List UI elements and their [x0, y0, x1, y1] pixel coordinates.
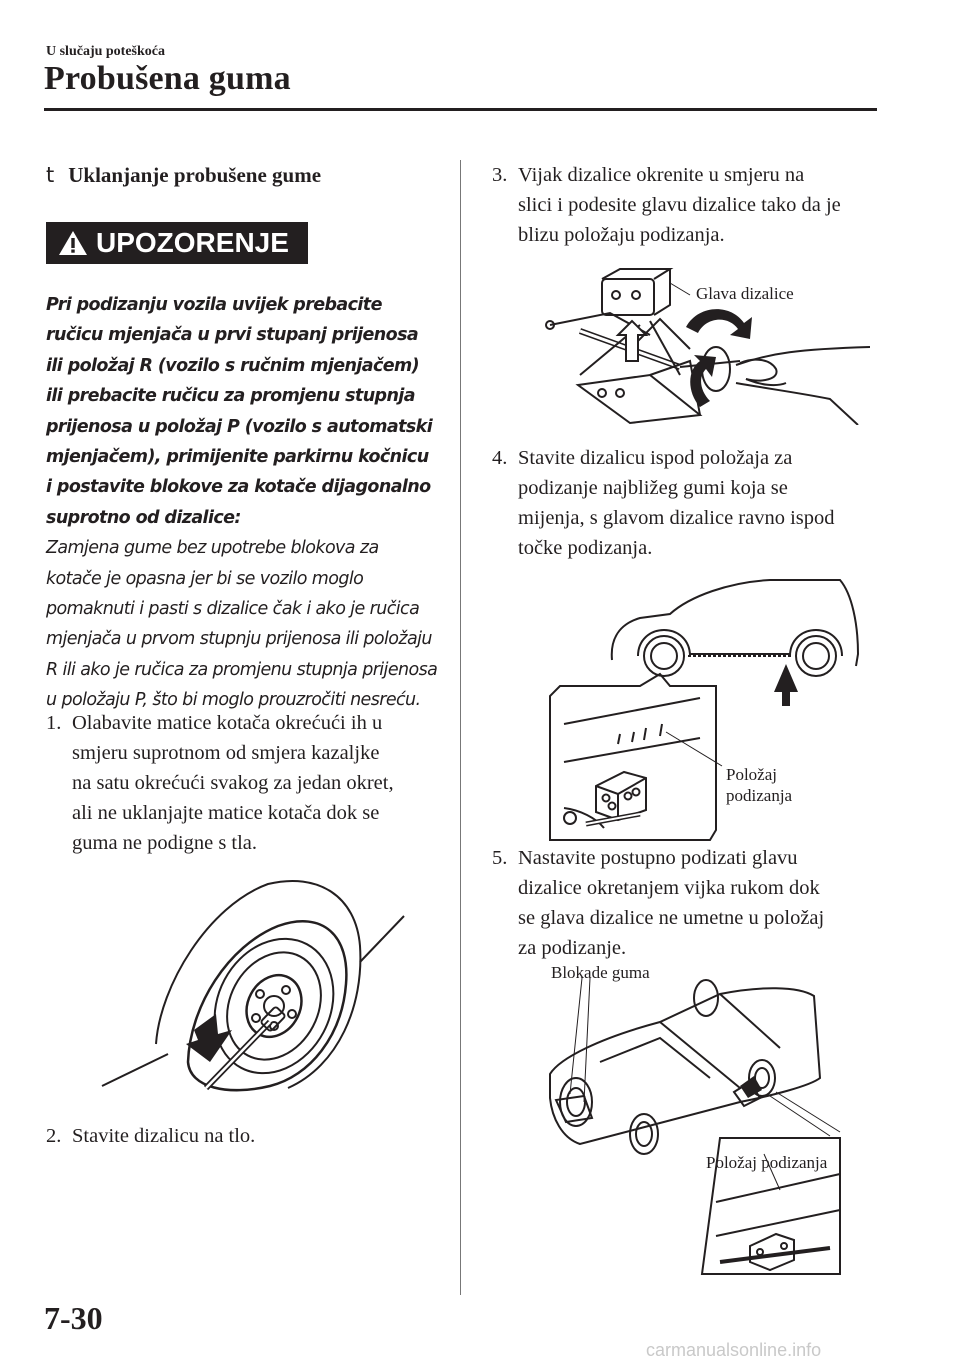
section-title: [46, 163, 321, 188]
step-line: mijenja, s glavom dizalice ravno ispod: [518, 507, 835, 529]
step-2: [46, 1121, 446, 1153]
step-number: 3.: [492, 164, 508, 186]
step-line: guma ne podigne s tla.: [72, 832, 258, 854]
warning-label-text: UPOZORENJE: [96, 227, 289, 258]
step-number: 1.: [46, 712, 62, 734]
warning-triangle-icon: [58, 229, 88, 257]
step-line: ali ne uklanjajte matice kotača dok se: [72, 802, 380, 824]
page-number: 7-30: [44, 1300, 103, 1336]
step-4: [492, 443, 892, 565]
step-1: [46, 708, 446, 858]
step-line: se glava dizalice ne umetne u položaj: [518, 907, 825, 929]
step-line: Olabavite matice kotača okrećući ih u: [72, 712, 383, 734]
page-title: Probušena guma: [44, 60, 291, 97]
warning-label: [46, 222, 308, 264]
lift-point-label-full: Položaj podizanja: [706, 1153, 828, 1172]
section-bullet-icon: t: [46, 163, 55, 187]
lift-point-label-line: Položaj: [726, 765, 777, 784]
step-number: 2.: [46, 1125, 62, 1147]
warning-bold-text: Pri podizanju vozila uvijek prebacite ručicu mjenjača u prvi stupanj prijenosa ili položaj R (vozilo s ručnim mjenjačem) ili prebacite ručicu za promjenu stupnja prijenosa u položaj P (vozilo s automatski mjenjačem), primijenite parkirnu kočnicu i postavite blokove za kotače dijagonalno suprotno od dizalice:: [46, 295, 433, 528]
warning-text: [46, 290, 438, 716]
watermark: carmanualsonline.info: [646, 1340, 822, 1360]
step-line: blizu položaju podizanja.: [518, 224, 725, 246]
step-line: smjeru suprotnom od smjera kazaljke: [72, 742, 380, 764]
step-line: Stavite dizalicu na tlo.: [72, 1125, 256, 1147]
step-line: slici i podesite glavu dizalice tako da je: [518, 194, 841, 216]
step-line: dizalice okretanjem vijka rukom dok: [518, 877, 820, 899]
step-line: Vijak dizalice okrenite u smjeru na: [518, 164, 805, 186]
step-line: na satu okrećući svakog za jedan okret,: [72, 772, 394, 794]
section-title-text: Uklanjanje probušene gume: [68, 163, 322, 187]
step-text: [72, 708, 394, 858]
lift-point-label: [726, 764, 792, 806]
step-text: [72, 1121, 255, 1151]
lift-point-label-line: podizanja: [726, 786, 793, 805]
wheel-blocks-figure: [540, 978, 870, 1278]
warning-normal-text: Zamjena gume bez upotrebe blokova za kotače je opasna jer bi se vozilo moglo pomaknuti i pasti s dizalice čak i ako je ručica mjenjača u prvom stupnju prijenosa ili položaju R ili ako je ručica za promjenu stupnja prijenosa u položaju P, što bi moglo prouzročiti nesreću.: [46, 538, 438, 711]
step-text: [518, 160, 841, 250]
wheel-blocks-label: Blokade guma: [551, 963, 650, 982]
step-line: Stavite dizalicu ispod položaja za: [518, 447, 793, 469]
step-number: 5.: [492, 847, 508, 869]
section-header: U slučaju poteškoća: [46, 44, 166, 59]
step-line: točke podizanja.: [518, 537, 653, 559]
step-line: Nastavite postupno podizati glavu: [518, 847, 798, 869]
step-5: [492, 843, 892, 965]
step-line: podizanje najbližeg gumi koja se: [518, 477, 788, 499]
step-3: [492, 160, 892, 252]
jack-head-label: Glava dizalice: [696, 284, 794, 303]
step-text: [518, 843, 824, 963]
column-divider: [460, 160, 461, 1295]
step-number: 4.: [492, 447, 508, 469]
step-line: za podizanje.: [518, 937, 627, 959]
step-text: [518, 443, 835, 563]
wheel-lug-wrench-figure: [98, 866, 418, 1096]
header-divider: [44, 108, 877, 111]
lift-point-figure: [540, 574, 870, 848]
